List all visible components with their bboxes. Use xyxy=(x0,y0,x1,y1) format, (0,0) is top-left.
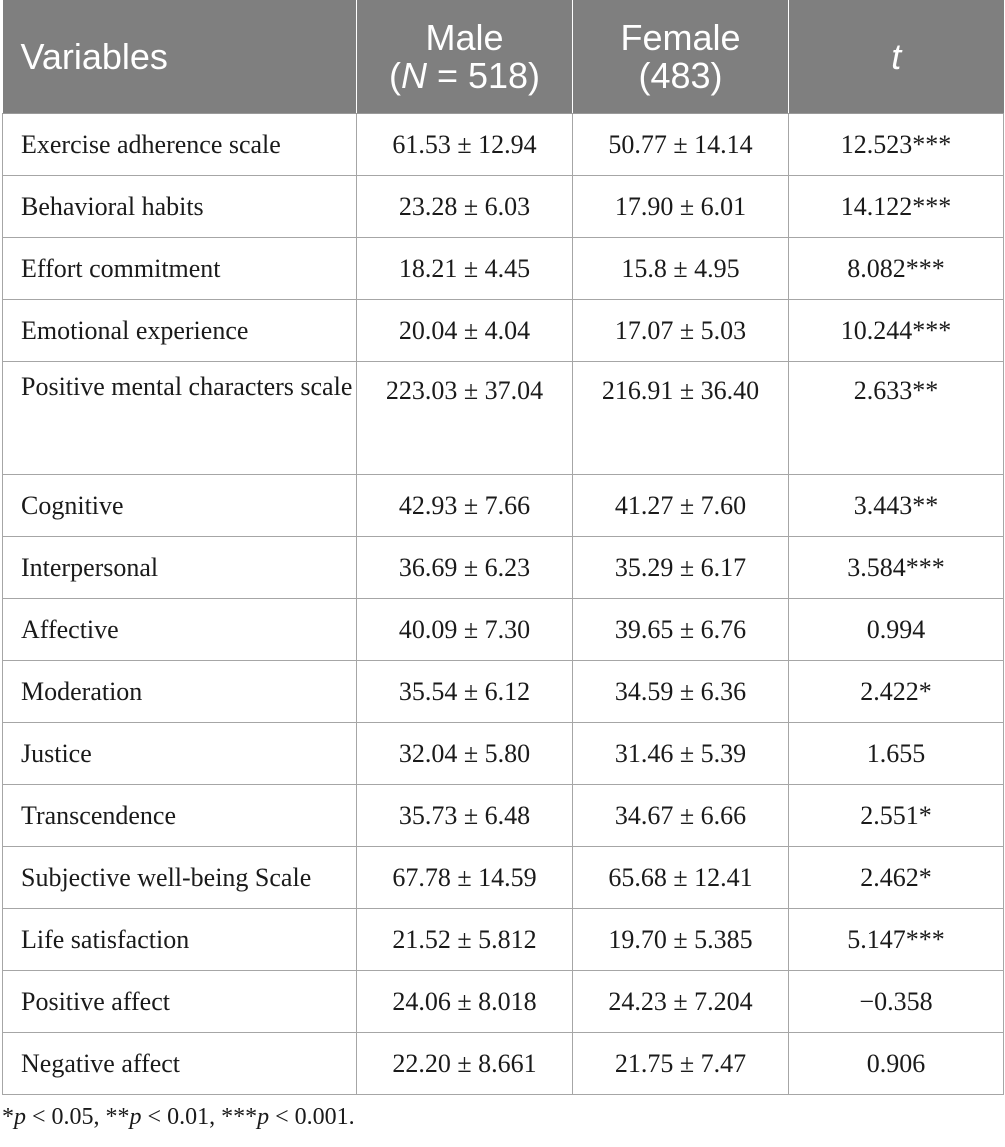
header-male-n-value: = 518) xyxy=(426,54,541,96)
header-male-title: Male xyxy=(425,16,504,58)
cell-variable: Life satisfaction xyxy=(3,909,357,971)
footnote-text-1: < 0.05, ** xyxy=(26,1104,130,1130)
cell-variable: Interpersonal xyxy=(3,537,357,599)
cell-male: 23.28 ± 6.03 xyxy=(357,176,573,238)
table-row xyxy=(3,599,1004,661)
cell-male: 35.54 ± 6.12 xyxy=(357,661,573,723)
cell-male: 20.04 ± 4.04 xyxy=(357,300,573,362)
cell-male: 32.04 ± 5.80 xyxy=(357,723,573,785)
cell-t: 1.655 xyxy=(789,723,1004,785)
cell-female: 35.29 ± 6.17 xyxy=(573,537,789,599)
cell-t: 2.551* xyxy=(789,785,1004,847)
cell-male: 67.78 ± 14.59 xyxy=(357,847,573,909)
cell-variable: Cognitive xyxy=(3,475,357,537)
cell-t: 0.994 xyxy=(789,599,1004,661)
cell-t: 3.443** xyxy=(789,475,1004,537)
header-t-label: t xyxy=(891,35,902,77)
cell-female: 39.65 ± 6.76 xyxy=(573,599,789,661)
header-male-n-label: N xyxy=(400,54,427,96)
cell-t: 12.523*** xyxy=(789,114,1004,176)
cell-variable: Effort commitment xyxy=(3,238,357,300)
cell-t: 0.906 xyxy=(789,1033,1004,1095)
results-table xyxy=(2,0,1004,1095)
cell-t: 2.422* xyxy=(789,661,1004,723)
cell-variable: Emotional experience xyxy=(3,300,357,362)
header-male: Male (N = 518) xyxy=(357,0,573,114)
footnote-text-2: < 0.01, *** xyxy=(141,1104,258,1130)
cell-variable: Affective xyxy=(3,599,357,661)
cell-female: 34.59 ± 6.36 xyxy=(573,661,789,723)
cell-variable: Positive mental characters scale xyxy=(3,362,357,475)
table-row xyxy=(3,537,1004,599)
table-row xyxy=(3,661,1004,723)
header-female-n: (483) xyxy=(638,54,723,96)
cell-female: 17.07 ± 5.03 xyxy=(573,300,789,362)
cell-t: −0.358 xyxy=(789,971,1004,1033)
cell-variable: Positive affect xyxy=(3,971,357,1033)
cell-female: 24.23 ± 7.204 xyxy=(573,971,789,1033)
table-footnote: *p < 0.05, **p < 0.01, ***p < 0.001. xyxy=(2,1104,355,1130)
cell-male: 22.20 ± 8.661 xyxy=(357,1033,573,1095)
cell-variable: Subjective well-being Scale xyxy=(3,847,357,909)
footnote-p-label-3: p xyxy=(257,1104,270,1130)
cell-male: 42.93 ± 7.66 xyxy=(357,475,573,537)
cell-female: 41.27 ± 7.60 xyxy=(573,475,789,537)
cell-variable: Transcendence xyxy=(3,785,357,847)
footnote-p-label-2: p xyxy=(129,1104,142,1130)
footnote-p-label-1: p xyxy=(14,1104,26,1130)
cell-male: 61.53 ± 12.94 xyxy=(357,114,573,176)
cell-variable: Justice xyxy=(3,723,357,785)
table-header xyxy=(3,0,1004,114)
header-female xyxy=(573,0,789,114)
table-row xyxy=(3,1033,1004,1095)
cell-variable: Behavioral habits xyxy=(3,176,357,238)
table-row xyxy=(3,723,1004,785)
cell-female: 21.75 ± 7.47 xyxy=(573,1033,789,1095)
cell-t: 5.147*** xyxy=(789,909,1004,971)
cell-variable: Negative affect xyxy=(3,1033,357,1095)
header-t xyxy=(789,0,1004,114)
cell-variable: Moderation xyxy=(3,661,357,723)
cell-male: 40.09 ± 7.30 xyxy=(357,599,573,661)
cell-t: 2.462* xyxy=(789,847,1004,909)
cell-female: 19.70 ± 5.385 xyxy=(573,909,789,971)
table-row xyxy=(3,785,1004,847)
cell-female: 31.46 ± 5.39 xyxy=(573,723,789,785)
cell-t: 3.584*** xyxy=(789,537,1004,599)
cell-female: 65.68 ± 12.41 xyxy=(573,847,789,909)
cell-female: 50.77 ± 14.14 xyxy=(573,114,789,176)
cell-female: 216.91 ± 36.40 xyxy=(573,362,789,475)
table-row xyxy=(3,362,1004,475)
cell-female: 15.8 ± 4.95 xyxy=(573,238,789,300)
cell-male: 18.21 ± 4.45 xyxy=(357,238,573,300)
cell-male: 21.52 ± 5.812 xyxy=(357,909,573,971)
cell-variable: Exercise adherence scale xyxy=(3,114,357,176)
footnote-text-3: < 0.001. xyxy=(269,1104,355,1130)
cell-female: 34.67 ± 6.66 xyxy=(573,785,789,847)
header-variables: Variables xyxy=(3,0,357,114)
table-row xyxy=(3,300,1004,362)
cell-t: 10.244*** xyxy=(789,300,1004,362)
cell-male: 223.03 ± 37.04 xyxy=(357,362,573,475)
table-row xyxy=(3,114,1004,176)
table-row xyxy=(3,971,1004,1033)
table-row xyxy=(3,238,1004,300)
table-body xyxy=(3,114,1004,1095)
table-row xyxy=(3,176,1004,238)
table-row xyxy=(3,475,1004,537)
cell-t: 2.633** xyxy=(789,362,1004,475)
cell-male: 24.06 ± 8.018 xyxy=(357,971,573,1033)
cell-t: 8.082*** xyxy=(789,238,1004,300)
table-row xyxy=(3,847,1004,909)
cell-male: 36.69 ± 6.23 xyxy=(357,537,573,599)
cell-male: 35.73 ± 6.48 xyxy=(357,785,573,847)
cell-t: 14.122*** xyxy=(789,176,1004,238)
cell-female: 17.90 ± 6.01 xyxy=(573,176,789,238)
header-female-title: Female xyxy=(620,16,741,58)
table-row xyxy=(3,909,1004,971)
